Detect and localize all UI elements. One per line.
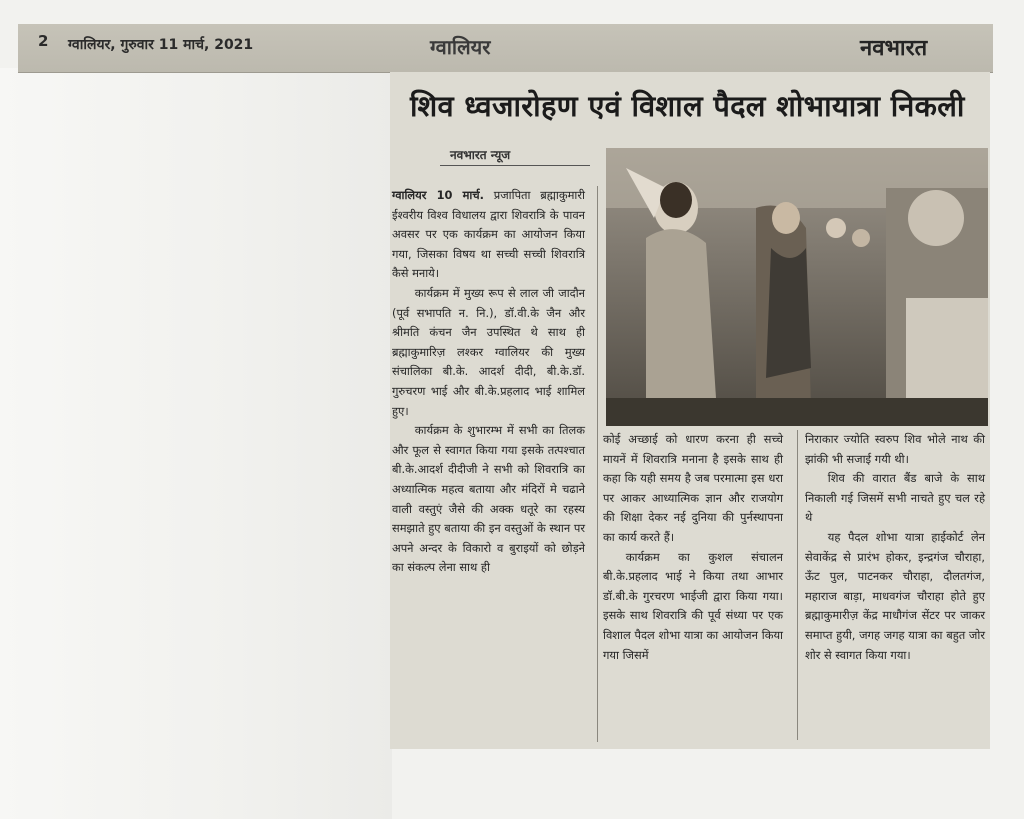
paragraph: निराकार ज्योति स्वरुप शिव भोले नाथ की झांकी भी सजाई गयी थी।: [805, 432, 985, 466]
paragraph: शिव की वारात बैंड बाजे के साथ निकाली गई जिसमें सभी नाचते हुए चल रहे थे: [805, 471, 985, 525]
paragraph: कार्यक्रम का कुशल संचालन बी.के.प्रहलाद भाई ने किया तथा आभार डॉ.बी.के गुरचरण भाईजी द्वारा किया गया। इसके साथ शिवरात्रि की पूर्व संध्या पर एक विशाल पैदल शोभा यात्रा का आयोजन किया गया जिसमें: [603, 549, 783, 662]
paragraph: कोई अच्छाई को धारण करना ही सच्चे मायनें में शिवरात्रि मनाना है इसके साथ ही कहा कि यही समय है जब परमात्मा इस धरा पर आकर आध्यात्मिक ज्ञान और राजयोग की शिक्षा देकर नई दुनिया की पुर्नस्थापना का कार्य करते हैं।: [603, 432, 783, 544]
headline: शिव ध्वजारोहण एवं विशाल पैदल शोभायात्रा निकली: [410, 89, 965, 123]
paragraph-text: प्रजापिता ब्रह्माकुमारी ईश्वरीय विश्व विधालय द्वारा शिवरात्रि के पावन अवसर पर एक कार्यक्रम का आयोजन किया गया, जिसका विषय था सच्ची सच्ची शिवरात्रि कैसे मनाये।: [392, 188, 585, 281]
photo-illustration: [606, 148, 988, 426]
paragraph: कार्यक्रम में मुख्य रूप से लाल जी जादौन (पूर्व सभापति न. नि.), डॉ.वी.के जैन और श्रीमति कंचन जैन उपस्थित थे साथ ही ब्रह्माकुमारिज़ लश्कर ग्वालियर की मुख्य संचालिका बी.के. आदर्श दीदी, बी.के.डॉ. गुरुचरण भाई और बी.के.प्रहलाद भाई शामिल हुए।: [392, 285, 585, 418]
masthead: नवभारत: [860, 35, 928, 61]
byline-rule: [440, 165, 590, 166]
page-margin: [0, 68, 392, 819]
paragraph: यह पैदल शोभा यात्रा हाईकोर्ट लेन सेवाकेंद्र से प्रारंभ होकर, इन्द्रगंज चौराहा, ऊँट पुल, पाटनकर चौराहा, दौलतगंज, महाराज बाड़ा, माधवगंज चौराहा होते हुए ब्रह्माकुमारीज़ केंद्र माधौगंज सेंटर पर जाकर समाप्त हुयी, जगह जगह यात्रा का बहुत जोर शोर से स्वागत किया गया।: [805, 529, 985, 662]
column-rule: [597, 186, 598, 742]
page-number: 2: [38, 32, 49, 50]
paragraph: [392, 186, 585, 284]
byline: नवभारत न्यूज: [450, 148, 511, 162]
procession-photo: [606, 148, 988, 426]
article-column-3: [805, 430, 985, 665]
article-column-1: [392, 186, 585, 578]
dateline: ग्वालियर, गुरुवार 11 मार्च, 2021: [68, 37, 254, 53]
section-title: ग्वालियर: [430, 35, 491, 59]
paragraph: कार्यक्रम के शुभारम्भ में सभी का तिलक और फूल से स्वागत किया गया इसके तत्पश्चात बी.के.आदर्श दीदीजी ने सभी को शिवरात्रि का अध्यात्मिक महत्व बताया और मंदिरों मे चढाने वाली वस्तुएं जैसे की अक्क धतूरे का रहस्य समझाते हुए बताया की इन वस्तुओं के स्थान पर अपने अन्दर के विकारो व बुराइयों को छोड़ने का संकल्प लेना साथ ही: [392, 423, 585, 575]
column-rule: [797, 430, 798, 740]
article-column-2: [603, 430, 783, 665]
lead-dateline: ग्वालियर 10 मार्च.: [392, 188, 484, 202]
